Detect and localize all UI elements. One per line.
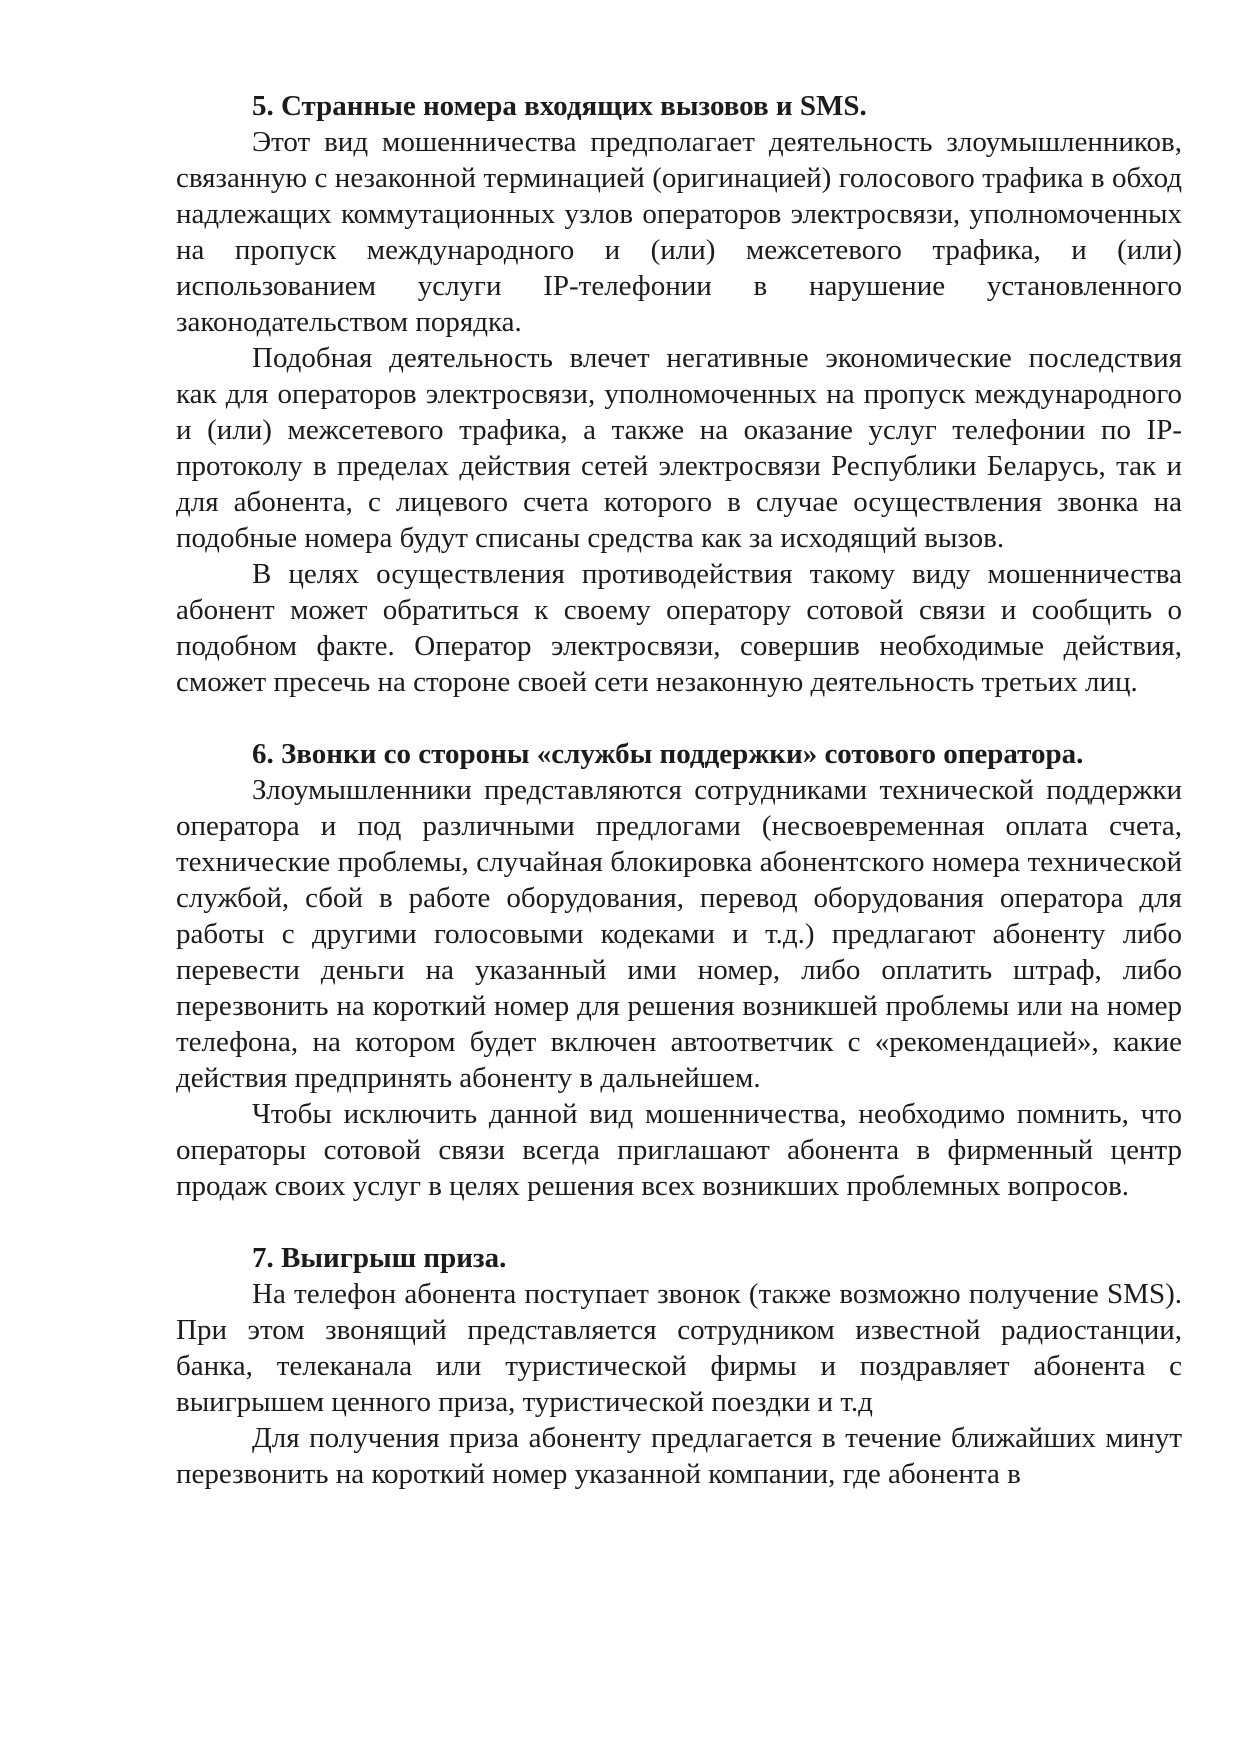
section-6-support-calls — [176, 736, 1182, 1204]
section-7-prize-win — [176, 1240, 1182, 1492]
paragraph: Для получения приза абоненту предлагается в течение ближайших минут перезвонить на короткий номер указанной компании, где абонента в — [176, 1422, 1182, 1490]
section-heading: 6. Звонки со стороны «службы поддержки» сотового оператора. — [252, 738, 1084, 770]
section-heading: 5. Странные номера входящих вызовов и SMS. — [252, 90, 867, 122]
paragraph: Злоумышленники представляются сотрудниками технической поддержки оператора и под различными предлогами (несвоевременная оплата счета, технические проблемы, случайная блокировка абонентского номера технической службой, сбой в работе оборудования, перевод оборудования оператора для работы с другими голосовыми кодеками и т.д.) предлагают абоненту либо перевести деньги на указанный ими номер, либо оплатить штраф, либо перезвонить на короткий номер для решения возникшей проблемы или на номер телефона, на котором будет включен автоответчик с «рекомендацией», какие действия предпринять абоненту в дальнейшем. — [176, 774, 1182, 1094]
section-heading: 7. Выигрыш приза. — [252, 1242, 507, 1274]
section-5-strange-numbers — [176, 88, 1182, 700]
paragraph: В целях осуществления противодействия такому виду мошенничества абонент может обратиться к своему оператору сотовой связи и сообщить о подобном факте. Оператор электросвязи, совершив необходимые действия, сможет пресечь на стороне своей сети незаконную деятельность третьих лиц. — [176, 558, 1182, 698]
paragraph: Подобная деятельность влечет негативные экономические последствия как для операторов электросвязи, уполномоченных на пропуск международного и (или) межсетевого трафика, а также на оказание услуг телефонии по IP-протоколу в пределах действия сетей электросвязи Республики Беларусь, так и для абонента, с лицевого счета которого в случае осуществления звонка на подобные номера будут списаны средства как за исходящий вызов. — [176, 342, 1182, 554]
paragraph: Чтобы исключить данной вид мошенничества, необходимо помнить, что операторы сотовой связи всегда приглашают абонента в фирменный центр продаж своих услуг в целях решения всех возникших проблемных вопросов. — [176, 1098, 1182, 1202]
paragraph: На телефон абонента поступает звонок (также возможно получение SMS). При этом звонящий представляется сотрудником известной радиостанции, банка, телеканала или туристической фирмы и поздравляет абонента с выигрышем ценного приза, туристической поездки и т.д — [176, 1278, 1182, 1418]
document-page — [176, 88, 1182, 1492]
paragraph: Этот вид мошенничества предполагает деятельность злоумышленников, связанную с незаконной терминацией (оригинацией) голосового трафика в обход надлежащих коммутационных узлов операторов электросвязи, уполномоченных на пропуск международного и (или) межсетевого трафика, и (или) использованием услуги IP-телефонии в нарушение установленного законодательством порядка. — [176, 126, 1182, 338]
